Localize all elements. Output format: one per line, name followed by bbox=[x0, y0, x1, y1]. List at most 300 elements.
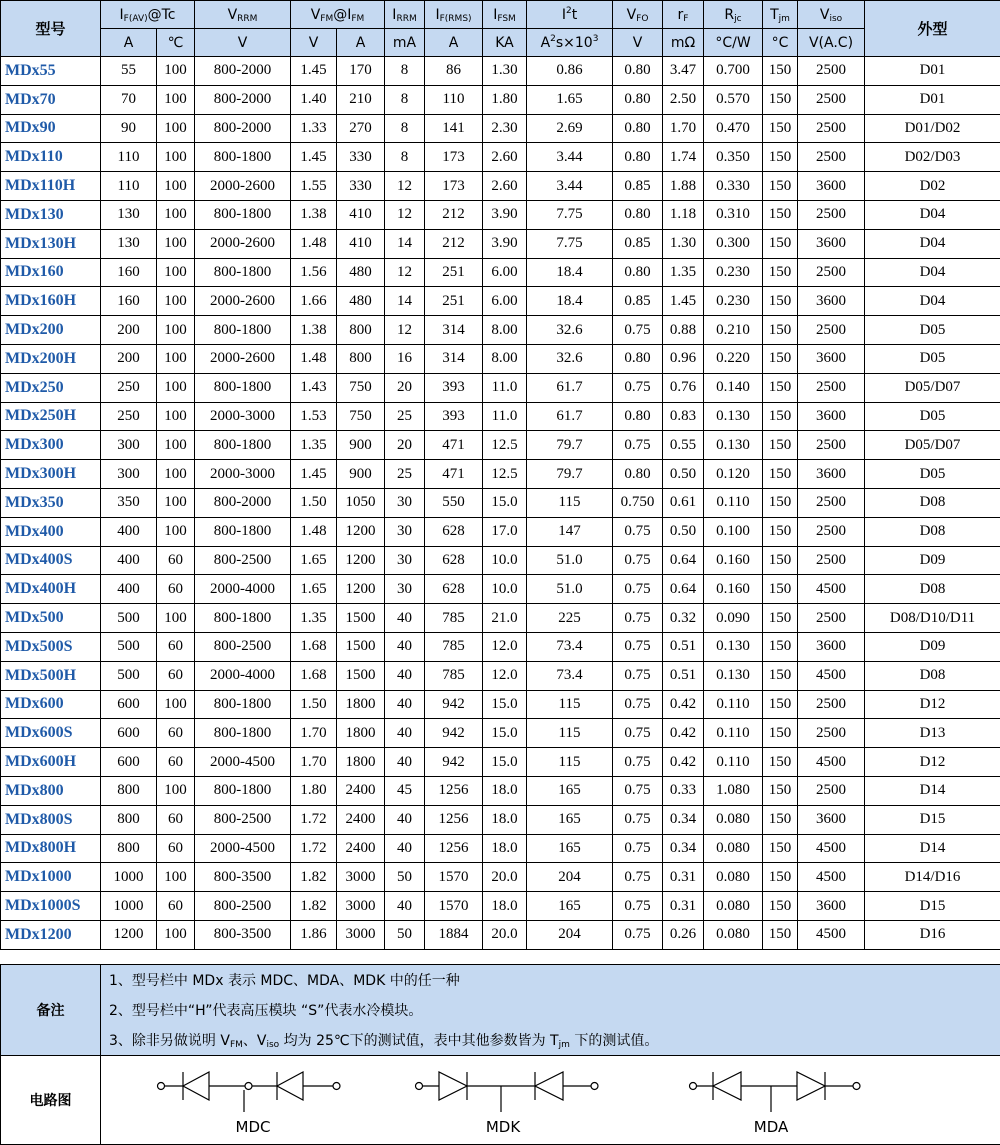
table-cell: 150 bbox=[763, 748, 798, 777]
table-cell: 15.0 bbox=[483, 690, 527, 719]
table-cell: 150 bbox=[763, 892, 798, 921]
table-cell: 100 bbox=[157, 373, 195, 402]
table-cell: 330 bbox=[337, 143, 385, 172]
table-row bbox=[1, 863, 1000, 892]
table-cell: 1800 bbox=[337, 690, 385, 719]
table-cell: 0.51 bbox=[663, 632, 704, 661]
table-cell: D14/D16 bbox=[865, 863, 1000, 892]
model-cell: MDx70 bbox=[1, 85, 101, 114]
table-cell: 800 bbox=[101, 805, 157, 834]
table-cell: D12 bbox=[865, 748, 1000, 777]
table-cell: 150 bbox=[763, 460, 798, 489]
table-cell: 100 bbox=[157, 229, 195, 258]
table-cell: 3600 bbox=[798, 172, 865, 201]
table-cell: 0.64 bbox=[663, 575, 704, 604]
header-param: $T_{jm}$ bbox=[763, 1, 798, 29]
model-cell: MDx250 bbox=[1, 373, 101, 402]
table-cell: 800-2500 bbox=[195, 632, 291, 661]
table-cell: 1256 bbox=[425, 805, 483, 834]
table-cell: 150 bbox=[763, 229, 798, 258]
table-cell: 40 bbox=[385, 805, 425, 834]
table-cell: 0.80 bbox=[613, 460, 663, 489]
table-cell: 1256 bbox=[425, 834, 483, 863]
table-cell: 410 bbox=[337, 200, 385, 229]
table-cell: 0.160 bbox=[704, 575, 763, 604]
table-cell: 165 bbox=[527, 892, 613, 921]
table-cell: 0.75 bbox=[613, 632, 663, 661]
table-row bbox=[1, 517, 1000, 546]
table-cell: 314 bbox=[425, 316, 483, 345]
table-cell: 1200 bbox=[337, 517, 385, 546]
model-cell: MDx500 bbox=[1, 604, 101, 633]
table-cell: D13 bbox=[865, 719, 1000, 748]
table-cell: 600 bbox=[101, 690, 157, 719]
table-cell: 100 bbox=[157, 200, 195, 229]
table-cell: 1.65 bbox=[291, 546, 337, 575]
table-cell: 330 bbox=[337, 172, 385, 201]
table-cell: 60 bbox=[157, 805, 195, 834]
table-cell: 4500 bbox=[798, 920, 865, 949]
table-cell: 800-1800 bbox=[195, 776, 291, 805]
table-cell: 8.00 bbox=[483, 344, 527, 373]
table-cell: 100 bbox=[157, 488, 195, 517]
table-cell: 165 bbox=[527, 805, 613, 834]
table-cell: 100 bbox=[157, 344, 195, 373]
table-cell: 2500 bbox=[798, 114, 865, 143]
table-cell: 1.65 bbox=[527, 85, 613, 114]
table-cell: 100 bbox=[157, 776, 195, 805]
table-cell: 86 bbox=[425, 57, 483, 86]
table-cell: D15 bbox=[865, 892, 1000, 921]
table-cell: 212 bbox=[425, 200, 483, 229]
table-cell: 110 bbox=[425, 85, 483, 114]
table-cell: D08 bbox=[865, 488, 1000, 517]
table-cell: 0.100 bbox=[704, 517, 763, 546]
table-cell: 2500 bbox=[798, 690, 865, 719]
table-cell: 12 bbox=[385, 172, 425, 201]
table-cell: 250 bbox=[101, 402, 157, 431]
table-cell: 173 bbox=[425, 172, 483, 201]
table-cell: 0.080 bbox=[704, 863, 763, 892]
table-cell: 0.470 bbox=[704, 114, 763, 143]
note-1: 1、型号栏中 MDx 表示 MDC、MDA、MDK 中的任一种 bbox=[109, 973, 460, 989]
table-cell: 1.50 bbox=[291, 690, 337, 719]
table-cell: 150 bbox=[763, 690, 798, 719]
table-cell: 60 bbox=[157, 546, 195, 575]
table-cell: 1.70 bbox=[663, 114, 704, 143]
table-cell: D15 bbox=[865, 805, 1000, 834]
table-cell: 600 bbox=[101, 719, 157, 748]
table-cell: 1.88 bbox=[663, 172, 704, 201]
table-cell: 21.0 bbox=[483, 604, 527, 633]
table-cell: 0.75 bbox=[613, 748, 663, 777]
table-cell: 350 bbox=[101, 488, 157, 517]
table-cell: D04 bbox=[865, 229, 1000, 258]
table-cell: 15.0 bbox=[483, 719, 527, 748]
model-cell: MDx600S bbox=[1, 719, 101, 748]
table-cell: 20.0 bbox=[483, 920, 527, 949]
table-cell: D09 bbox=[865, 632, 1000, 661]
table-cell: 0.85 bbox=[613, 229, 663, 258]
model-cell: MDx160H bbox=[1, 287, 101, 316]
table-cell: 45 bbox=[385, 776, 425, 805]
table-cell: 0.55 bbox=[663, 431, 704, 460]
table-cell: 40 bbox=[385, 661, 425, 690]
header-param: $r_F$ bbox=[663, 1, 704, 29]
table-header bbox=[1, 1, 1000, 57]
table-cell: 1.45 bbox=[291, 143, 337, 172]
table-cell: 0.090 bbox=[704, 604, 763, 633]
table-cell: 150 bbox=[763, 57, 798, 86]
table-cell: 800-3500 bbox=[195, 863, 291, 892]
table-cell: 150 bbox=[763, 661, 798, 690]
table-cell: 100 bbox=[157, 604, 195, 633]
table-cell: 0.75 bbox=[613, 604, 663, 633]
table-cell: 1.080 bbox=[704, 776, 763, 805]
table-body bbox=[1, 57, 1000, 950]
table-cell: 1.30 bbox=[483, 57, 527, 86]
table-cell: 1000 bbox=[101, 892, 157, 921]
table-cell: 0.75 bbox=[613, 920, 663, 949]
table-cell: 40 bbox=[385, 604, 425, 633]
table-cell: 251 bbox=[425, 258, 483, 287]
table-cell: 0.75 bbox=[613, 517, 663, 546]
table-cell: 0.110 bbox=[704, 488, 763, 517]
table-row bbox=[1, 805, 1000, 834]
table-cell: 393 bbox=[425, 402, 483, 431]
model-cell: MDx200 bbox=[1, 316, 101, 345]
table-cell: 170 bbox=[337, 57, 385, 86]
table-cell: 785 bbox=[425, 632, 483, 661]
table-cell: 12.0 bbox=[483, 661, 527, 690]
model-cell: MDx500S bbox=[1, 632, 101, 661]
table-cell: 3600 bbox=[798, 229, 865, 258]
table-row bbox=[1, 632, 1000, 661]
table-cell: 18.4 bbox=[527, 287, 613, 316]
model-cell: MDx400H bbox=[1, 575, 101, 604]
table-cell: 1200 bbox=[101, 920, 157, 949]
table-cell: 160 bbox=[101, 258, 157, 287]
table-row bbox=[1, 200, 1000, 229]
table-cell: 100 bbox=[157, 517, 195, 546]
table-cell: 800-2000 bbox=[195, 85, 291, 114]
table-cell: 79.7 bbox=[527, 431, 613, 460]
table-cell: 150 bbox=[763, 546, 798, 575]
table-cell: 410 bbox=[337, 229, 385, 258]
table-cell: 150 bbox=[763, 719, 798, 748]
table-cell: 204 bbox=[527, 920, 613, 949]
table-cell: 0.080 bbox=[704, 920, 763, 949]
table-cell: 0.130 bbox=[704, 632, 763, 661]
table-cell: 4500 bbox=[798, 834, 865, 863]
header-param: $V_{FM}@I_{FM}$ bbox=[291, 1, 385, 29]
table-cell: 3600 bbox=[798, 632, 865, 661]
table-cell: 0.31 bbox=[663, 863, 704, 892]
table-row bbox=[1, 748, 1000, 777]
table-cell: 400 bbox=[101, 517, 157, 546]
model-cell: MDx1000 bbox=[1, 863, 101, 892]
model-cell: MDx160 bbox=[1, 258, 101, 287]
table-cell: D05/D07 bbox=[865, 431, 1000, 460]
table-cell: 0.50 bbox=[663, 460, 704, 489]
table-cell: 0.160 bbox=[704, 546, 763, 575]
table-cell: 0.080 bbox=[704, 892, 763, 921]
circuit-diagrams bbox=[101, 1056, 1000, 1145]
table-cell: 25 bbox=[385, 460, 425, 489]
table-cell: 60 bbox=[157, 748, 195, 777]
table-cell: 0.75 bbox=[613, 805, 663, 834]
table-cell: 0.80 bbox=[613, 402, 663, 431]
table-cell: 800-1800 bbox=[195, 431, 291, 460]
table-row bbox=[1, 604, 1000, 633]
table-cell: 60 bbox=[157, 632, 195, 661]
table-cell: D02/D03 bbox=[865, 143, 1000, 172]
table-cell: 1.55 bbox=[291, 172, 337, 201]
table-cell: 12 bbox=[385, 258, 425, 287]
table-cell: 115 bbox=[527, 719, 613, 748]
table-cell: 12.0 bbox=[483, 632, 527, 661]
table-cell: 0.700 bbox=[704, 57, 763, 86]
header-unit: A bbox=[101, 29, 157, 57]
table-cell: 1.50 bbox=[291, 488, 337, 517]
table-cell: 18.0 bbox=[483, 892, 527, 921]
model-cell: MDx130 bbox=[1, 200, 101, 229]
table-cell: 25 bbox=[385, 402, 425, 431]
header-param: $V_{RRM}$ bbox=[195, 1, 291, 29]
table-cell: 1884 bbox=[425, 920, 483, 949]
table-cell: 1.86 bbox=[291, 920, 337, 949]
table-cell: D05 bbox=[865, 316, 1000, 345]
table-cell: 0.220 bbox=[704, 344, 763, 373]
notes-content bbox=[101, 965, 1000, 1056]
table-cell: 800-1800 bbox=[195, 373, 291, 402]
table-cell: 2500 bbox=[798, 200, 865, 229]
table-cell: 3600 bbox=[798, 805, 865, 834]
table-cell: 0.80 bbox=[613, 344, 663, 373]
table-row bbox=[1, 344, 1000, 373]
table-cell: 2500 bbox=[798, 546, 865, 575]
table-cell: 942 bbox=[425, 748, 483, 777]
model-cell: MDx300 bbox=[1, 431, 101, 460]
table-cell: D12 bbox=[865, 690, 1000, 719]
table-cell: 1.18 bbox=[663, 200, 704, 229]
table-cell: 0.34 bbox=[663, 834, 704, 863]
header-param: $I_{FSM}$ bbox=[483, 1, 527, 29]
table-cell: 4500 bbox=[798, 863, 865, 892]
table-cell: 1.38 bbox=[291, 316, 337, 345]
header-param: $I_{F(RMS)}$ bbox=[425, 1, 483, 29]
table-cell: 14 bbox=[385, 287, 425, 316]
table-cell: 1.72 bbox=[291, 834, 337, 863]
table-cell: 73.4 bbox=[527, 661, 613, 690]
table-cell: 1.43 bbox=[291, 373, 337, 402]
table-cell: 18.0 bbox=[483, 776, 527, 805]
table-cell: 173 bbox=[425, 143, 483, 172]
table-cell: 1.35 bbox=[291, 604, 337, 633]
mda-diagram bbox=[685, 1068, 885, 1118]
table-cell: 100 bbox=[157, 258, 195, 287]
header-param: $V_{iso}$ bbox=[798, 1, 865, 29]
table-cell: 15.0 bbox=[483, 748, 527, 777]
model-cell: MDx350 bbox=[1, 488, 101, 517]
table-cell: 500 bbox=[101, 604, 157, 633]
table-cell: 50 bbox=[385, 920, 425, 949]
table-cell: 100 bbox=[157, 287, 195, 316]
table-cell: 0.230 bbox=[704, 287, 763, 316]
table-cell: 100 bbox=[157, 460, 195, 489]
table-cell: 1050 bbox=[337, 488, 385, 517]
table-row bbox=[1, 287, 1000, 316]
table-cell: 200 bbox=[101, 316, 157, 345]
table-cell: 100 bbox=[157, 316, 195, 345]
table-cell: D16 bbox=[865, 920, 1000, 949]
model-cell: MDx200H bbox=[1, 344, 101, 373]
table-cell: 0.75 bbox=[613, 834, 663, 863]
table-cell: 942 bbox=[425, 719, 483, 748]
table-row bbox=[1, 258, 1000, 287]
table-cell: 204 bbox=[527, 863, 613, 892]
table-cell: 100 bbox=[157, 57, 195, 86]
table-cell: 0.110 bbox=[704, 748, 763, 777]
table-cell: 800 bbox=[337, 344, 385, 373]
table-cell: 800 bbox=[101, 834, 157, 863]
table-cell: 1.53 bbox=[291, 402, 337, 431]
table-cell: 0.75 bbox=[613, 373, 663, 402]
table-cell: 1.33 bbox=[291, 114, 337, 143]
table-cell: 1.48 bbox=[291, 344, 337, 373]
table-cell: 8 bbox=[385, 57, 425, 86]
table-cell: 1.70 bbox=[291, 719, 337, 748]
header-unit: ℃ bbox=[157, 29, 195, 57]
table-cell: 150 bbox=[763, 517, 798, 546]
table-cell: 100 bbox=[157, 431, 195, 460]
table-cell: 115 bbox=[527, 690, 613, 719]
table-cell: 40 bbox=[385, 690, 425, 719]
table-cell: 0.310 bbox=[704, 200, 763, 229]
table-cell: 150 bbox=[763, 172, 798, 201]
table-cell: 800-2500 bbox=[195, 546, 291, 575]
table-cell: 0.110 bbox=[704, 719, 763, 748]
mda-label: MDA bbox=[753, 1118, 789, 1136]
table-cell: 0.31 bbox=[663, 892, 704, 921]
table-cell: 400 bbox=[101, 546, 157, 575]
table-cell: 2.60 bbox=[483, 172, 527, 201]
table-cell: 800-2000 bbox=[195, 57, 291, 86]
table-cell: 500 bbox=[101, 632, 157, 661]
table-cell: 7.75 bbox=[527, 229, 613, 258]
table-cell: 1.40 bbox=[291, 85, 337, 114]
table-cell: 400 bbox=[101, 575, 157, 604]
table-cell: 1.68 bbox=[291, 632, 337, 661]
table-cell: 150 bbox=[763, 776, 798, 805]
table-cell: 300 bbox=[101, 431, 157, 460]
table-cell: 8 bbox=[385, 143, 425, 172]
table-cell: 200 bbox=[101, 344, 157, 373]
table-cell: 1570 bbox=[425, 892, 483, 921]
table-cell: 270 bbox=[337, 114, 385, 143]
table-cell: 12.5 bbox=[483, 460, 527, 489]
table-cell: 100 bbox=[157, 172, 195, 201]
table-cell: 0.26 bbox=[663, 920, 704, 949]
table-cell: 2500 bbox=[798, 258, 865, 287]
table-cell: 150 bbox=[763, 114, 798, 143]
table-cell: 90 bbox=[101, 114, 157, 143]
table-cell: 0.75 bbox=[613, 863, 663, 892]
table-cell: 1.56 bbox=[291, 258, 337, 287]
table-cell: 150 bbox=[763, 373, 798, 402]
table-cell: 150 bbox=[763, 287, 798, 316]
table-cell: 2400 bbox=[337, 834, 385, 863]
table-cell: 150 bbox=[763, 805, 798, 834]
table-row bbox=[1, 546, 1000, 575]
model-cell: MDx250H bbox=[1, 402, 101, 431]
table-cell: 60 bbox=[157, 834, 195, 863]
table-row bbox=[1, 431, 1000, 460]
header-unit: °C/W bbox=[704, 29, 763, 57]
table-cell: 20.0 bbox=[483, 863, 527, 892]
table-cell: 0.83 bbox=[663, 402, 704, 431]
table-row bbox=[1, 661, 1000, 690]
model-cell: MDx600H bbox=[1, 748, 101, 777]
table-row bbox=[1, 460, 1000, 489]
table-cell: 2500 bbox=[798, 488, 865, 517]
table-cell: 1256 bbox=[425, 776, 483, 805]
table-cell: 1500 bbox=[337, 661, 385, 690]
table-cell: 18.0 bbox=[483, 834, 527, 863]
table-cell: 0.230 bbox=[704, 258, 763, 287]
table-cell: 2000-2600 bbox=[195, 172, 291, 201]
table-cell: 0.80 bbox=[613, 258, 663, 287]
table-cell: D02 bbox=[865, 172, 1000, 201]
table-cell: 11.0 bbox=[483, 373, 527, 402]
table-cell: 0.75 bbox=[613, 690, 663, 719]
table-cell: 4500 bbox=[798, 575, 865, 604]
table-cell: 150 bbox=[763, 316, 798, 345]
table-cell: 110 bbox=[101, 143, 157, 172]
header-unit: $A^2s\times 10^3$ bbox=[527, 29, 613, 57]
model-cell: MDx110H bbox=[1, 172, 101, 201]
table-cell: 800-1800 bbox=[195, 258, 291, 287]
table-cell: 147 bbox=[527, 517, 613, 546]
table-cell: 1.65 bbox=[291, 575, 337, 604]
table-cell: 150 bbox=[763, 85, 798, 114]
table-cell: 300 bbox=[101, 460, 157, 489]
table-cell: 3.90 bbox=[483, 200, 527, 229]
header-unit: mΩ bbox=[663, 29, 704, 57]
circuit-label: 电路图 bbox=[1, 1056, 101, 1145]
table-cell: 14 bbox=[385, 229, 425, 258]
table-cell: 3000 bbox=[337, 920, 385, 949]
table-cell: 10.0 bbox=[483, 575, 527, 604]
table-cell: 0.85 bbox=[613, 287, 663, 316]
table-cell: 2500 bbox=[798, 719, 865, 748]
table-cell: 0.75 bbox=[613, 661, 663, 690]
table-cell: 2500 bbox=[798, 373, 865, 402]
table-cell: 800-1800 bbox=[195, 143, 291, 172]
table-cell: 150 bbox=[763, 143, 798, 172]
table-cell: 0.75 bbox=[613, 892, 663, 921]
table-cell: 6.00 bbox=[483, 287, 527, 316]
table-cell: D08 bbox=[865, 517, 1000, 546]
table-cell: 1.82 bbox=[291, 892, 337, 921]
header-unit: KA bbox=[483, 29, 527, 57]
table-cell: 1.35 bbox=[663, 258, 704, 287]
table-cell: 3.44 bbox=[527, 143, 613, 172]
table-cell: 800-2000 bbox=[195, 114, 291, 143]
table-cell: D04 bbox=[865, 200, 1000, 229]
model-cell: MDx400S bbox=[1, 546, 101, 575]
table-cell: D04 bbox=[865, 287, 1000, 316]
